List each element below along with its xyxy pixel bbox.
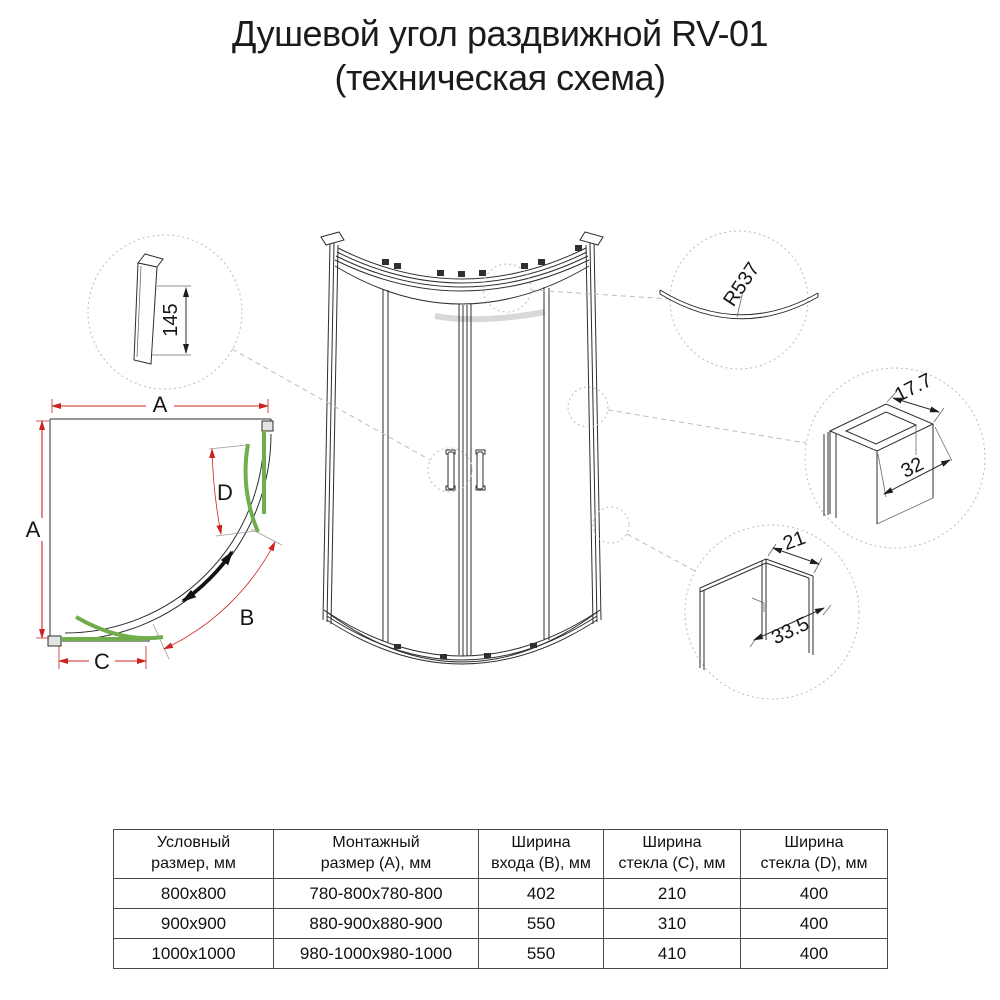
detail-circle-radius bbox=[660, 231, 818, 369]
col-header-mounting-size: Монтажный размер (А), мм bbox=[274, 830, 479, 879]
table-header-row bbox=[114, 830, 888, 879]
dim-label-21: 21 bbox=[780, 526, 809, 556]
table-cell: 402 bbox=[479, 879, 604, 909]
detail-circle-top-profile bbox=[805, 368, 985, 548]
col-header-nominal-size: Условный размер, мм bbox=[114, 830, 274, 879]
table-cell: 780-800x780-800 bbox=[274, 879, 479, 909]
dim-label-d: D bbox=[217, 480, 233, 505]
wall-profile-left bbox=[321, 232, 344, 624]
table-cell: 900x900 bbox=[114, 909, 274, 939]
dimension-c bbox=[59, 646, 146, 674]
door-handles bbox=[446, 450, 485, 490]
dimension-a-top bbox=[52, 392, 268, 417]
corner-bracket-top bbox=[262, 421, 273, 431]
table-cell: 980-1000x980-1000 bbox=[274, 939, 479, 969]
detail-circle-handle bbox=[88, 235, 242, 389]
table-cell: 400 bbox=[741, 909, 888, 939]
table-cell: 410 bbox=[604, 939, 741, 969]
dim-label-17-7: 17.7 bbox=[891, 369, 936, 407]
dim-label-32: 32 bbox=[897, 453, 928, 483]
callout-frame-lower bbox=[593, 507, 629, 543]
dim-label-r537: R537 bbox=[719, 258, 765, 311]
wall-profile-right bbox=[580, 232, 603, 624]
dimension-a-left bbox=[21, 421, 49, 638]
size-table bbox=[113, 829, 888, 969]
dim-label-b: B bbox=[239, 605, 255, 630]
col-header-glass-d-width: Ширина стекла (D), мм bbox=[741, 830, 888, 879]
table-cell: 400 bbox=[741, 879, 888, 909]
title-line-2: (техническая схема) bbox=[334, 56, 666, 98]
table-row bbox=[114, 879, 888, 909]
table-cell: 880-900x880-900 bbox=[274, 909, 479, 939]
callout-connectors bbox=[232, 290, 809, 571]
table-row bbox=[114, 939, 888, 969]
door-stiles bbox=[383, 287, 549, 656]
table-cell: 550 bbox=[479, 909, 604, 939]
dim-label-33-5: 33.5 bbox=[768, 612, 813, 650]
title-line-1: Душевой угол раздвижной RV-01 bbox=[231, 13, 769, 54]
corner-bracket-bottom bbox=[48, 636, 61, 646]
col-header-entrance-width: Ширина входа (В), мм bbox=[479, 830, 604, 879]
dimension-d bbox=[209, 445, 256, 536]
dimension-b bbox=[153, 529, 282, 659]
slide-direction-arrow bbox=[183, 552, 232, 601]
dim-label-c: C bbox=[94, 649, 110, 674]
col-header-glass-c-width: Ширина стекла (С), мм bbox=[604, 830, 741, 879]
callout-frame-upper bbox=[568, 387, 608, 427]
dim-label-a-top: A bbox=[152, 392, 168, 417]
rollers-top bbox=[382, 245, 582, 277]
bottom-rail bbox=[324, 610, 600, 664]
detail-circle-wall-profile bbox=[685, 525, 859, 699]
table-cell: 210 bbox=[604, 879, 741, 909]
table-cell: 800x800 bbox=[114, 879, 274, 909]
table-row bbox=[114, 909, 888, 939]
front-view bbox=[321, 232, 603, 664]
dim-label-145: 145 bbox=[160, 303, 182, 337]
callout-top-rail bbox=[483, 264, 531, 312]
table-cell: 550 bbox=[479, 939, 604, 969]
plan-view bbox=[21, 392, 282, 674]
table-cell: 400 bbox=[741, 939, 888, 969]
top-rail bbox=[335, 248, 589, 319]
table-cell: 310 bbox=[604, 909, 741, 939]
sliding-door-arc-bottom bbox=[76, 617, 163, 638]
dim-label-a-left: A bbox=[25, 517, 41, 542]
table-cell: 1000x1000 bbox=[114, 939, 274, 969]
